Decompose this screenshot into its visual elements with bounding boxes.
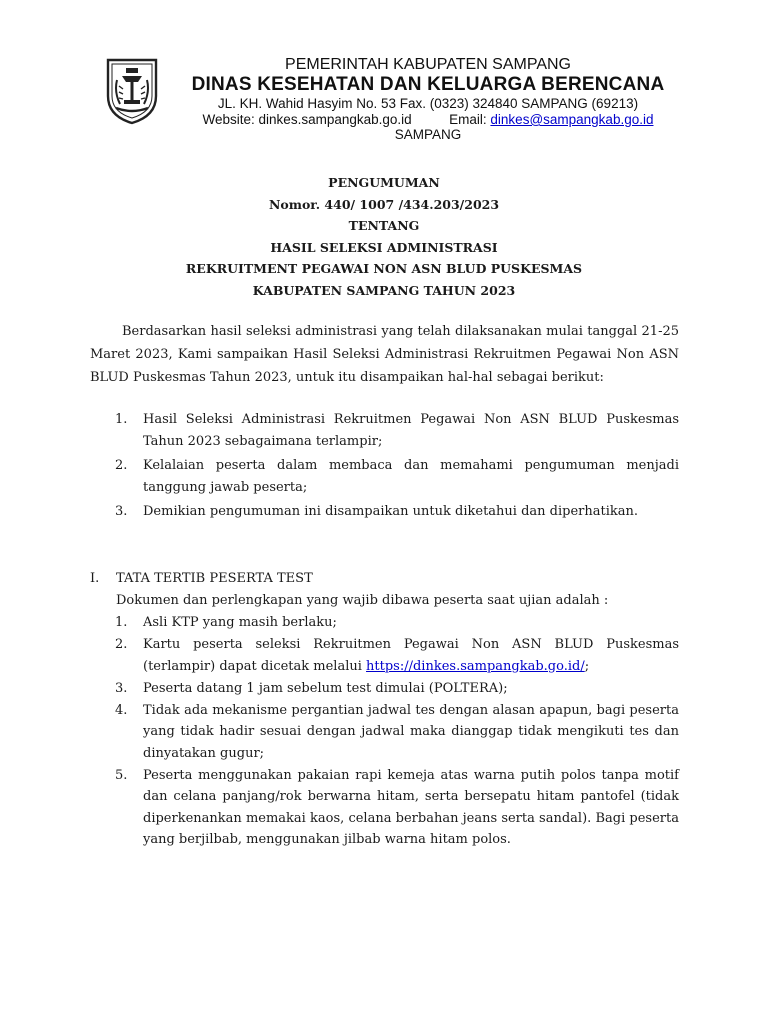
announcement-about: TENTANG bbox=[348, 218, 420, 233]
list-item: 1. Asli KTP yang masih berlaku; bbox=[115, 615, 337, 630]
rules-list bbox=[90, 612, 679, 851]
section-intro: Dokumen dan perlengkapan yang wajib dibawa peserta saat ujian adalah : bbox=[116, 593, 609, 608]
email-link[interactable]: dinkes@sampangkab.go.id bbox=[490, 112, 654, 127]
announcement-subject-3: KABUPATEN SAMPANG TAHUN 2023 bbox=[252, 282, 516, 298]
list-item: 3. Peserta datang 1 jam sebelum test dimulai (POLTERA); bbox=[115, 680, 508, 696]
announcement-subject-1: HASIL SELEKSI ADMINISTRASI bbox=[270, 239, 498, 255]
email-label: Email: bbox=[449, 112, 491, 127]
website-link[interactable]: https://dinkes.sampangkab.go.id/ bbox=[366, 658, 585, 674]
agency-address: JL. KH. Wahid Hasyim No. 53 Fax. (0323) 324840 SAMPANG (69213) bbox=[217, 96, 639, 111]
list-item: 1. Hasil Seleksi Administrasi Rekruitmen Pegawai Non ASN BLUD Puskesmas Tahun 2023 sebagaimana terlampir; bbox=[115, 412, 679, 449]
list-item: 2. Kartu peserta seleksi Rekruitmen Pegawai Non ASN BLUD Puskesmas (terlampir) dapat dicetak melalui https://dinkes.sampangkab.go.id/; bbox=[115, 637, 679, 674]
announcement-number: Nomor. 440/ 1007 /434.203/2023 bbox=[268, 196, 500, 212]
agency-name: DINAS KESEHATAN DAN KELUARGA BERENCANA bbox=[191, 74, 665, 95]
announcement-points bbox=[90, 409, 679, 525]
letterhead bbox=[168, 56, 688, 142]
government-name: PEMERINTAH KABUPATEN SAMPANG bbox=[285, 56, 571, 73]
intro-text: Berdasarkan hasil seleksi administrasi yang telah dilaksanakan mulai tanggal 21-25 Maret 2023, Kami sampaikan Hasil Seleksi Administrasi Rekruitmen Pegawai Non ASN BLUD Puskesmas Tahun 2023, untuk itu disampaikan hal-hal sebagai berikut: bbox=[90, 324, 679, 385]
section-number: I. bbox=[90, 571, 100, 586]
announcement-title: PENGUMUMAN bbox=[328, 175, 440, 190]
list-item: 3. Demikian pengumuman ini disampaikan untuk diketahui dan diperhatikan. bbox=[115, 504, 639, 519]
regency-emblem-icon bbox=[104, 56, 160, 126]
list-item: 2. Kelalaian peserta dalam membaca dan memahami pengumuman menjadi tanggung jawab peserta; bbox=[115, 458, 679, 495]
list-item: 4. Tidak ada mekanisme pergantian jadwal tes dengan alasan apapun, bagi peserta yang tidak hadir sesuai dengan jadwal maka dianggap tidak mengikuti tes dan dinyatakan gugur; bbox=[115, 703, 679, 761]
announcement-subject-2: REKRUITMENT PEGAWAI NON ASN BLUD PUSKESMAS bbox=[185, 261, 583, 276]
agency-city: SAMPANG bbox=[394, 127, 462, 142]
list-item: 5. Peserta menggunakan pakaian rapi kemeja atas warna putih polos tanpa motif dan celana panjang/rok berwarna hitam, serta bersepatu hitam pantofel (tidak diperkenankan memakai kaos, celana berbahan jeans serta sandal). Bagi peserta yang berjilbab, menggunakan jilbab warna hitam polos. bbox=[115, 768, 679, 847]
agency-contact bbox=[168, 112, 688, 128]
agency-website: Website: dinkes.sampangkab.go.id bbox=[202, 112, 412, 127]
section-title: TATA TERTIB PESERTA TEST bbox=[116, 571, 313, 586]
announcement-heading bbox=[90, 172, 678, 301]
intro-paragraph bbox=[90, 320, 679, 389]
